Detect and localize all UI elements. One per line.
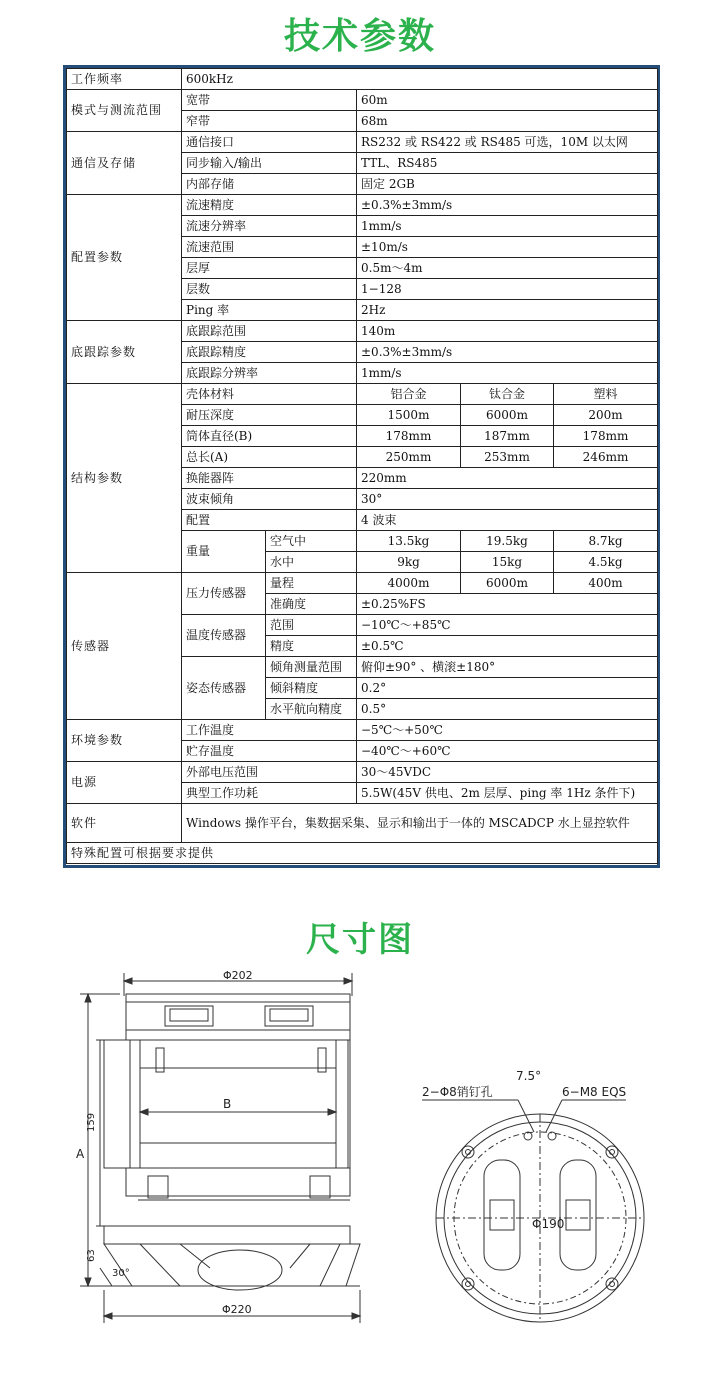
table-row bbox=[67, 132, 658, 153]
volt-label: 外部电压范围 bbox=[182, 762, 357, 783]
special-note: 特殊配置可根据要求提供 bbox=[67, 843, 658, 864]
range-label: 量程 bbox=[266, 573, 357, 594]
air-value: 13.5kg bbox=[357, 531, 461, 552]
freq-label: 工作频率 bbox=[67, 69, 182, 90]
freq-value: 600kHz bbox=[182, 69, 658, 90]
len-label: 总长(A) bbox=[182, 447, 357, 468]
wide-value: 60m bbox=[357, 90, 658, 111]
dim-a: A bbox=[76, 1147, 85, 1161]
dia-value: 187mm bbox=[461, 426, 554, 447]
weight-label: 重量 bbox=[182, 531, 266, 573]
air-value: 19.5kg bbox=[461, 531, 554, 552]
table-row bbox=[67, 321, 658, 342]
dim-h159: 159 bbox=[86, 1112, 97, 1132]
bottom-value: 140m bbox=[357, 321, 658, 342]
acc-label: 准确度 bbox=[266, 594, 357, 615]
dim-angle-75: 7.5° bbox=[516, 1069, 542, 1083]
trange-label: 范围 bbox=[266, 615, 357, 636]
bottom-value: 1mm/s bbox=[357, 363, 658, 384]
heading-value: 0.5° bbox=[357, 699, 658, 720]
bottom-value: ±0.3%±3mm/s bbox=[357, 342, 658, 363]
air-value: 8.7kg bbox=[554, 531, 658, 552]
dim-drawing-title: 尺寸图 bbox=[306, 920, 414, 960]
dim-pin-holes: 2−Φ8销钉孔 bbox=[422, 1085, 493, 1099]
range-value: 6000m bbox=[461, 573, 554, 594]
dim-d190: Φ190 bbox=[532, 1217, 565, 1231]
mat-titanium: 钛合金 bbox=[461, 384, 554, 405]
bottom-key: 底跟踪分辨率 bbox=[182, 363, 357, 384]
tilt-range-value: 俯仰±90° 、横滚±180° bbox=[357, 657, 658, 678]
tacc-label: 精度 bbox=[266, 636, 357, 657]
sensor-label: 传感器 bbox=[67, 573, 182, 720]
optemp-label: 工作温度 bbox=[182, 720, 357, 741]
side-view-drawing bbox=[60, 968, 400, 1333]
mode-label: 模式与测流范围 bbox=[67, 90, 182, 132]
range-value: 400m bbox=[554, 573, 658, 594]
wide-label: 宽带 bbox=[182, 90, 357, 111]
beam-label: 波束倾角 bbox=[182, 489, 357, 510]
tilt-range-label: 倾角测量范围 bbox=[266, 657, 357, 678]
sw-value: Windows 操作平台，集数据采集、显示和输出于一体的 MSCADCP 水上显控软件 bbox=[182, 804, 658, 843]
config-value: 1−128 bbox=[357, 279, 658, 300]
dim-d202: Φ202 bbox=[223, 969, 253, 982]
config-key: Ping 率 bbox=[182, 300, 357, 321]
sync-label: 同步输入/输出 bbox=[182, 153, 357, 174]
dim-d220: Φ220 bbox=[222, 1303, 252, 1316]
water-label: 水中 bbox=[266, 552, 357, 573]
config-key: 流速精度 bbox=[182, 195, 357, 216]
table-row bbox=[67, 69, 658, 90]
dim-h63: 63 bbox=[86, 1249, 97, 1262]
acc-value: ±0.25%FS bbox=[357, 594, 658, 615]
dim-angle-30: 30° bbox=[112, 1268, 130, 1279]
table-row bbox=[67, 843, 658, 864]
pressure-label: 压力传感器 bbox=[182, 573, 266, 615]
table-row bbox=[67, 195, 658, 216]
optemp-value: −5℃～+50℃ bbox=[357, 720, 658, 741]
config-value: 2Hz bbox=[357, 300, 658, 321]
config-value: ±0.3%±3mm/s bbox=[357, 195, 658, 216]
bottom-key: 底跟踪范围 bbox=[182, 321, 357, 342]
dia-value: 178mm bbox=[554, 426, 658, 447]
dia-label: 筒体直径(B) bbox=[182, 426, 357, 447]
cfg-label: 配置 bbox=[182, 510, 357, 531]
power-label: 电源 bbox=[67, 762, 182, 804]
env-label: 环境参数 bbox=[67, 720, 182, 762]
depth-value: 200m bbox=[554, 405, 658, 426]
heading-label: 水平航向精度 bbox=[266, 699, 357, 720]
temp-label: 温度传感器 bbox=[182, 615, 266, 657]
table-row bbox=[67, 384, 658, 405]
table-row bbox=[67, 573, 658, 594]
iface-label: 通信接口 bbox=[182, 132, 357, 153]
narrow-label: 窄带 bbox=[182, 111, 357, 132]
mem-label: 内部存储 bbox=[182, 174, 357, 195]
water-value: 9kg bbox=[357, 552, 461, 573]
struct-label: 结构参数 bbox=[67, 384, 182, 573]
tilt-acc-value: 0.2° bbox=[357, 678, 658, 699]
len-value: 250mm bbox=[357, 447, 461, 468]
spec-table bbox=[66, 68, 658, 864]
shell-label: 壳体材料 bbox=[182, 384, 357, 405]
storetemp-value: −40℃～+60℃ bbox=[357, 741, 658, 762]
mat-plastic: 塑料 bbox=[554, 384, 658, 405]
tilt-acc-label: 倾斜精度 bbox=[266, 678, 357, 699]
dim-b: B bbox=[223, 1097, 232, 1111]
cfg-value: 4 波束 bbox=[357, 510, 658, 531]
config-key: 层数 bbox=[182, 279, 357, 300]
tech-params-title: 技术参数 bbox=[283, 16, 436, 57]
beam-value: 30° bbox=[357, 489, 658, 510]
array-value: 220mm bbox=[357, 468, 658, 489]
mat-aluminum: 铝合金 bbox=[357, 384, 461, 405]
table-row bbox=[67, 762, 658, 783]
volt-value: 30～45VDC bbox=[357, 762, 658, 783]
trange-value: −10℃～+85℃ bbox=[357, 615, 658, 636]
depth-value: 1500m bbox=[357, 405, 461, 426]
config-label: 配置参数 bbox=[67, 195, 182, 321]
depth-label: 耐压深度 bbox=[182, 405, 357, 426]
iface-value: RS232 或 RS422 或 RS485 可选，10M 以太网 bbox=[357, 132, 658, 153]
tacc-value: ±0.5℃ bbox=[357, 636, 658, 657]
air-label: 空气中 bbox=[266, 531, 357, 552]
narrow-value: 68m bbox=[357, 111, 658, 132]
sync-value: TTL、RS485 bbox=[357, 153, 658, 174]
config-value: ±10m/s bbox=[357, 237, 658, 258]
config-key: 流速范围 bbox=[182, 237, 357, 258]
water-value: 15kg bbox=[461, 552, 554, 573]
config-key: 流速分辨率 bbox=[182, 216, 357, 237]
depth-value: 6000m bbox=[461, 405, 554, 426]
len-value: 253mm bbox=[461, 447, 554, 468]
mem-value: 固定 2GB bbox=[357, 174, 658, 195]
table-row bbox=[67, 720, 658, 741]
config-value: 0.5m～4m bbox=[357, 258, 658, 279]
bottom-key: 底跟踪精度 bbox=[182, 342, 357, 363]
att-label: 姿态传感器 bbox=[182, 657, 266, 720]
storetemp-label: 贮存温度 bbox=[182, 741, 357, 762]
sw-label: 软件 bbox=[67, 804, 182, 843]
cons-label: 典型工作功耗 bbox=[182, 783, 357, 804]
len-value: 246mm bbox=[554, 447, 658, 468]
table-row bbox=[67, 804, 658, 843]
dim-m8: 6−M8 EQS bbox=[562, 1085, 627, 1099]
water-value: 4.5kg bbox=[554, 552, 658, 573]
table-row bbox=[67, 90, 658, 111]
cons-value: 5.5W(45V 供电、2m 层厚、ping 率 1Hz 条件下) bbox=[357, 783, 658, 804]
config-value: 1mm/s bbox=[357, 216, 658, 237]
range-value: 4000m bbox=[357, 573, 461, 594]
dia-value: 178mm bbox=[357, 426, 461, 447]
bottom-label: 底跟踪参数 bbox=[67, 321, 182, 384]
array-label: 换能器阵 bbox=[182, 468, 357, 489]
comm-label: 通信及存储 bbox=[67, 132, 182, 195]
bottom-view-drawing bbox=[410, 1060, 670, 1330]
config-key: 层厚 bbox=[182, 258, 357, 279]
